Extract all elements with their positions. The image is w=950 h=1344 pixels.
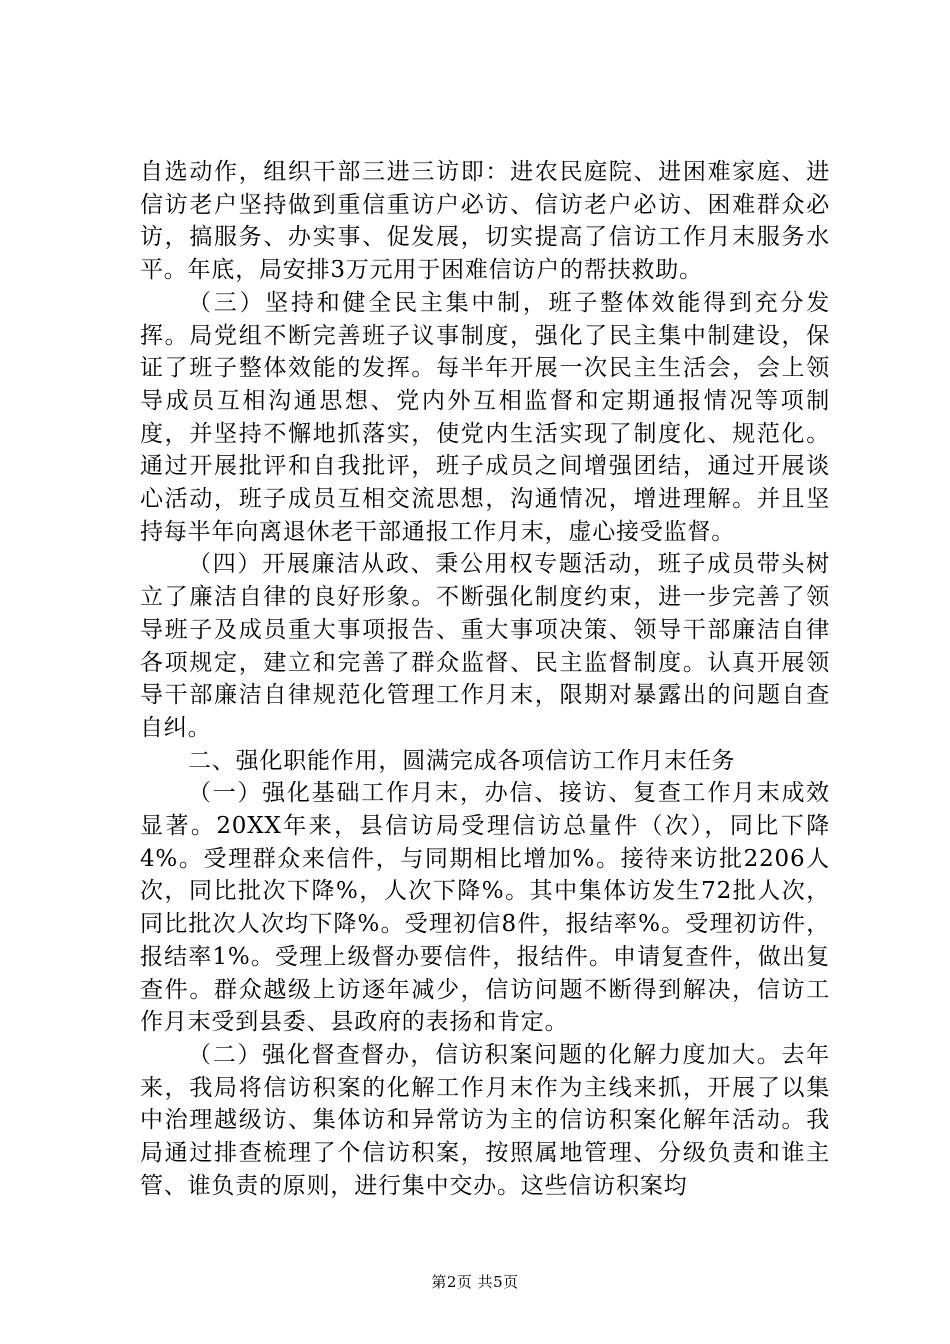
page-number-footer: 第2页 共5页 — [431, 1273, 519, 1291]
paragraph-1: 自选动作，组织干部三进三访即：进农民庭院、进困难家庭、进信访老户坚持做到重信重访户必访、信访老户必访、困难群众必访，搞服务、办实事、促发展，切实提高了信访工作月末服务水平。年底，局安排3万元用于困难信访户的帮扶救助。 — [140, 159, 830, 284]
paragraph-3: （四）开展廉洁从政、秉公用权专题活动，班子成员带头树立了廉洁自律的良好形象。不断强化制度约束，进一步完善了领导班子及成员重大事项报告、重大事项决策、领导干部廉洁自律各项规定，建立和完善了群众监督、民主监督制度。认真开展领导干部廉洁自律规范化管理工作月末，限期对暴露出的问题自查自纠。 — [140, 551, 830, 741]
paragraph-2: （三）坚持和健全民主集中制，班子整体效能得到充分发挥。局党组不断完善班子议事制度，强化了民主集中制建设，保证了班子整体效能的发挥。每半年开展一次民主生活会，会上领导成员互相沟通思想、党内外互相监督和定期通报情况等项制度，并坚持不懈地抓落实，使党内生活实现了制度化、规范化。通过开展批评和自我批评，班子成员之间增强团结，通过开展谈心活动，班子成员互相交流思想，沟通情况，增进理解。并且坚持每半年向离退休老干部通报工作月末，虚心接受监督。 — [140, 289, 830, 545]
paragraph-6: （二）强化督查督办，信访积案问题的化解力度加大。去年来，我局将信访积案的化解工作月末作为主线来抓，开展了以集中治理越级访、集体访和异常访为主的信访积案化解年活动。我局通过排查梳理了个信访积案，按照属地管理、分级负责和谁主管、谁负责的原则，进行集中交办。这些信访积案均 — [140, 1041, 830, 1199]
paragraph-5: （一）强化基础工作月末，办信、接访、复查工作月末成效显著。20XX年来，县信访局受理信访总量件（次），同比下降4%。受理群众来信件，与同期相比增加%。接待来访批2206人次，同比批次下降%，人次下降%。其中集体访发生72批人次，同比批次人次均下降%。受理初信8件，报结率%。受理初访件，报结率1%。受理上级督办要信件，报结件。申请复查件，做出复查件。群众越级上访逐年减少，信访问题不断得到解决，信访工作月末受到县委、县政府的表扬和肯定。 — [140, 780, 830, 1036]
section-heading: 二、强化职能作用，圆满完成各项信访工作月末任务 — [188, 747, 736, 774]
document-body — [140, 156, 830, 1203]
